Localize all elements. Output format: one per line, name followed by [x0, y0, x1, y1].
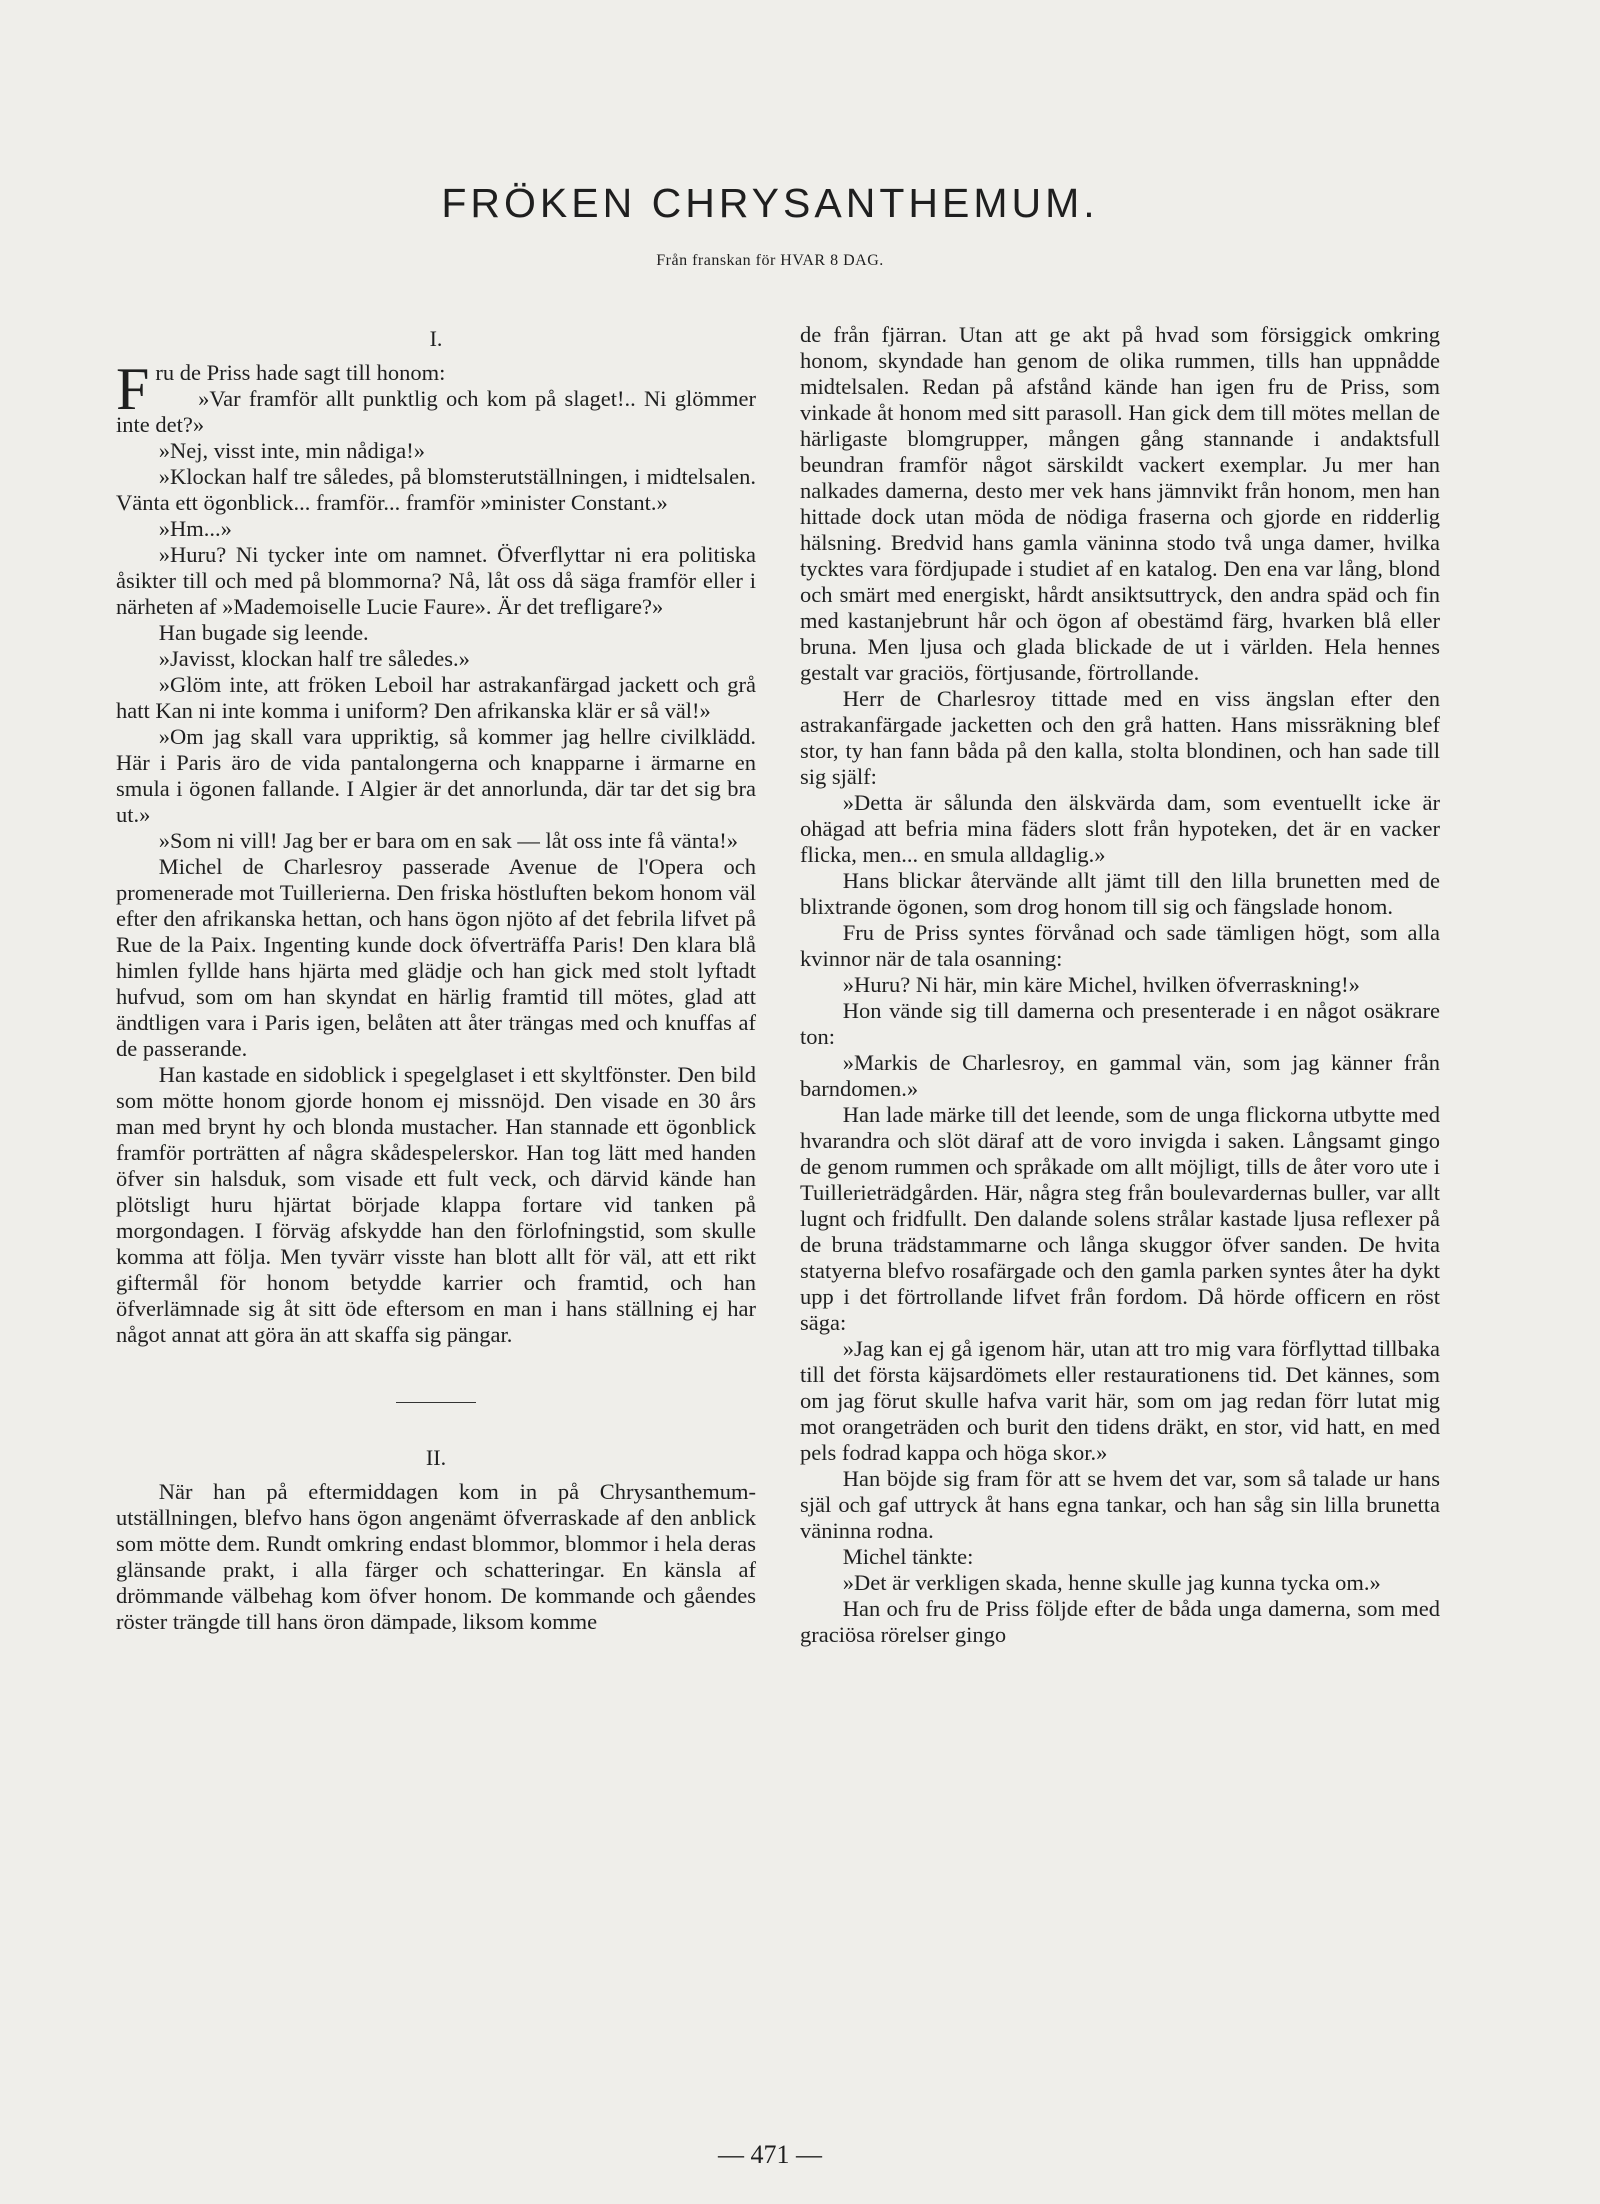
- page-number: — 471 —: [718, 2140, 822, 2169]
- section-1-paragraph: Michel de Charlesroy passerade Avenue de l'Opera och promenerade mot Tuillerierna. Den friska höstluften bekom honom väl efter den afrikanska hettan, och hans ögon njöto af det febrila lifvet på Rue de la Paix. Ingenting kunde dock öfverträffa Paris! Den klara blå himlen fyllde hans hjärta med glädje och han gick med stolt lyftadt hufvud, som om han skyndat en härlig framtid till mötes, glad att ändtligen vara i Paris igen, belåten att åter trängas med och knuffas af de passerande.: [116, 854, 756, 1061]
- section-divider: [396, 1402, 476, 1403]
- section-1-paragraph: »Som ni vill! Jag ber er bara om en sak — låt oss inte få vänta!»: [158, 828, 738, 853]
- right-column-continuation: de från fjärran. Utan att ge akt på hvad som försiggick omkring honom, skyndade han genom de olika rummen, tills han uppnådde midtelsalen. Redan på afstånd kände han igen fru de Priss, som vinkade åt honom med sitt parasoll. Han gick dem till mötes mellan de härligaste blomgrupper, mången gång stannande i andaktsfull beundran framför något särskildt vackert exemplar. Ju mer han nalkades damerna, desto mer vek hans jämnvikt från honom, men han hittade dock utan möda de nödiga fraserna och gjorde en ridderlig hälsning. Bredvid hans gamla väninna stodo två unga damer, hvilka tycktes vara fördjupade i studiet af en katalog. Den ena var lång, blond och smärt med energiskt, hårdt ansiktsuttryck, den andra späd och fin med kastanjebrunt hår och ögon af obestämd färg, hvarken blå eller bruna. Men ljusa och glada blickade de ut i världen. Hela hennes gestalt var graciös, förtjusande, förtrollande.: [800, 322, 1440, 685]
- article-subtitle: Från franskan för HVAR 8 DAG.: [656, 252, 884, 269]
- drop-cap: F: [116, 356, 150, 422]
- section-1-paragraph: »Huru? Ni tycker inte om namnet. Öfverflyttar ni era politiska åsikter till och med på blommorna? Nå, låt oss då säga framför eller i närheten af »Mademoiselle Lucie Faure». Är det trefligare?»: [116, 542, 756, 619]
- right-column-paragraph: Hon vände sig till damerna och presenterade i en något osäkrare ton:: [800, 998, 1440, 1049]
- section-1-paragraph: »Glöm inte, att fröken Leboil har astrakanfärgad jackett och grå hatt Kan ni inte komma i uniform? Den afrikanska klär er så väl!»: [116, 672, 756, 723]
- right-column-paragraph: Michel tänkte:: [842, 1544, 974, 1569]
- left-column: [116, 322, 756, 1635]
- right-column-paragraph: »Jag kan ej gå igenom här, utan att tro mig vara förflyttad tillbaka till det första käjsardömets eller restaurationens tid. Det kännes, som om jag förut skulle hafva varit här, som om jag redan förr lutat mig mot orangeträden och burit den tidens dräkt, en stor, vid hatt, en med pels fodrad kappa och höga skor.»: [800, 1336, 1440, 1465]
- section-heading-2: II.: [425, 1445, 447, 1470]
- right-column-paragraph: Han böjde sig fram för att se hvem det var, som så talade ur hans själ och gaf uttryck åt hans egna tankar, och han såg sin lilla brunetta väninna rodna.: [800, 1466, 1440, 1543]
- section-1-body: [116, 386, 756, 1348]
- section-1-paragraph: Han kastade en sidoblick i spegelglaset i ett skyltfönster. Den bild som mötte honom gjorde honom ej missnöjd. Den visade en 30 års man med brynt hy och blonda mustacher. Han stannade ett ögonblick framför porträtten af några skådespelerskor. Han tog lätt med handen öfver sin halsduk, som visade ett fult veck, och därvid kände han plötsligt huru hjärtat började klappa fortare vid tanken på morgondagen. I förväg afskydde han den förlofningstid, som skulle komma att följa. Men tyvärr visste han blott allt för väl, att ett rikt giftermål för honom betydde karrier och framtid, och han öfverlämnade sig åt sitt öde eftersom en man i hans ställning ej har något annat att göra än att skaffa sig pängar.: [116, 1062, 756, 1347]
- right-column-paragraph: Han och fru de Priss följde efter de båda unga damerna, som med graciösa rörelser gingo: [800, 1596, 1440, 1647]
- right-column-body: [800, 686, 1440, 1648]
- section-2-body: [116, 1479, 756, 1635]
- section-1-paragraph: »Om jag skall vara uppriktig, så kommer jag hellre civilklädd. Här i Paris äro de vida pantalongerna och knapparne i ärmarne en smula i ögonen fallande. I Algier är det annorlunda, där tar det sig bra ut.»: [116, 724, 756, 827]
- right-column-paragraph: »Det är verkligen skada, henne skulle jag kunna tycka om.»: [842, 1570, 1381, 1595]
- opening-paragraph-text: ru de Priss hade sagt till honom:: [155, 360, 446, 385]
- right-column-paragraph: »Detta är sålunda den älskvärda dam, som eventuellt icke är ohägad att befria mina fäders slott från hypoteken, det är en vacker flicka, men... en smula alldaglig.»: [800, 790, 1440, 867]
- section-1-paragraph: »Klockan half tre således, på blomsterutställningen, i midtelsalen. Vänta ett ögonblick... framför... framför »minister Constant.»: [116, 464, 756, 515]
- right-column-paragraph: Fru de Priss syntes förvånad och sade tämligen högt, som alla kvinnor när de tala osanning:: [800, 920, 1440, 971]
- article-title: FRÖKEN CHRYSANTHEMUM.: [441, 180, 1099, 226]
- section-1-paragraph: »Var framför allt punktlig och kom på slaget!.. Ni glömmer inte det?»: [116, 386, 756, 437]
- section-1-paragraph: »Javisst, klockan half tre således.»: [158, 646, 470, 671]
- section-heading-1: I.: [429, 326, 443, 351]
- section-1-paragraph: »Nej, visst inte, min nådiga!»: [158, 438, 425, 463]
- section-1-paragraph: Han bugade sig leende.: [158, 620, 369, 645]
- right-column-paragraph: »Huru? Ni här, min käre Michel, hvilken öfverraskning!»: [842, 972, 1360, 997]
- section-2-paragraph: När han på eftermiddagen kom in på Chrysanthemum-utställningen, blefvo hans ögon angenämt öfverraskade af den anblick som mötte dem. Rundt omkring endast blommor, blommor i hela deras glänsande prakt, i alla färger och schatteringar. En känsla af drömmande välbehag kom öfver honom. De kommande och gåendes röster trängde till hans öron dämpade, liksom komme: [116, 1479, 756, 1634]
- right-column-paragraph: Herr de Charlesroy tittade med en viss ängslan efter den astrakanfärgade jacketten och den grå hatten. Hans missräkning blef stor, ty han fann båda på den kalla, stolta blondinen, och han sade till sig själf:: [800, 686, 1440, 789]
- right-column-paragraph: Han lade märke till det leende, som de unga flickorna utbytte med hvarandra och slöt däraf att de voro invigda i saken. Långsamt gingo de genom rummen och språkade om allt möjligt, tills de åter voro ute i Tuillerieträdgården. Här, några steg från boulevardernas buller, var allt lugnt och fridfullt. Den dalande solens strålar kastade ljusa reflexer på de bruna trädstammarne och långa skuggor öfver sanden. De hvita statyerna blefvo rosafärgade och den gamla parken syntes åter ha dykt upp i det förtrollande lifvet från fordom. Då hörde officern en röst säga:: [800, 1102, 1440, 1335]
- right-column-paragraph: Hans blickar återvände allt jämt till den lilla brunetten med de blixtrande ögonen, som drog honom till sig och fängslade honom.: [800, 868, 1440, 919]
- right-column: [800, 322, 1440, 1648]
- section-1-paragraph: »Hm...»: [158, 516, 232, 541]
- right-column-paragraph: »Markis de Charlesroy, en gammal vän, som jag känner från barndomen.»: [800, 1050, 1440, 1101]
